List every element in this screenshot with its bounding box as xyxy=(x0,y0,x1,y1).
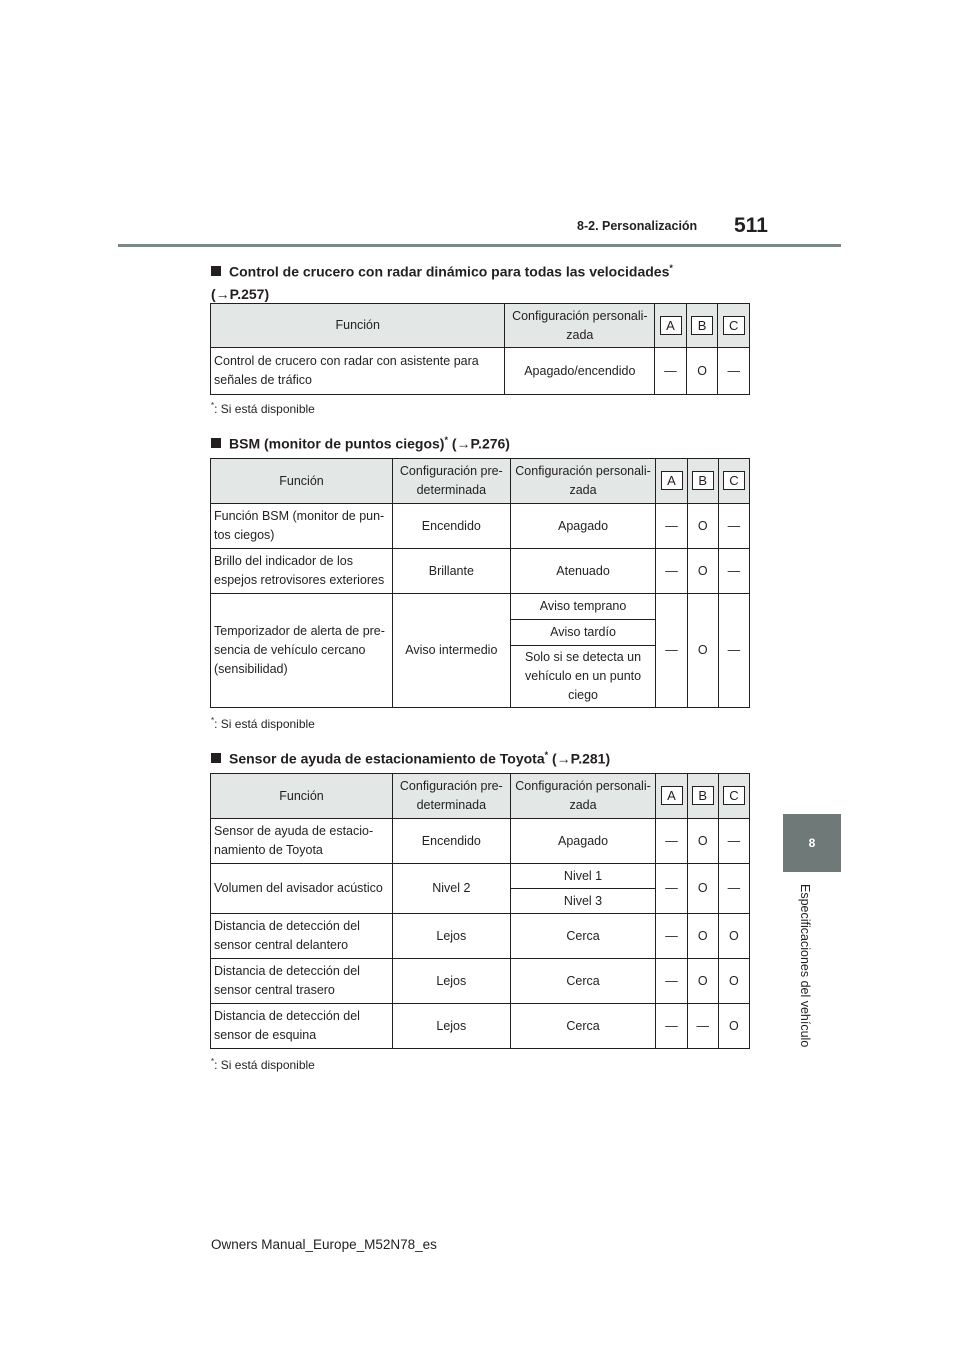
table-header-row xyxy=(211,304,750,348)
cell-funcion: Función BSM (monitor de pun-tos ciegos) xyxy=(211,504,393,549)
chapter-tab-label: Especificaciones del vehículo xyxy=(798,884,812,1048)
footnote-text: : Si está disponible xyxy=(214,1058,315,1072)
cell-personal: Apagado xyxy=(510,819,656,864)
square-bullet-icon xyxy=(211,753,221,763)
cell-personal: Atenuado xyxy=(510,549,656,594)
cell-funcion: Distancia de detección del sensor central trasero xyxy=(211,959,393,1004)
cell-pred: Nivel 2 xyxy=(393,864,511,914)
cell-c: — xyxy=(718,348,750,395)
header-funcion: Función xyxy=(211,774,393,819)
square-bullet-icon xyxy=(211,438,221,448)
footnote xyxy=(211,401,315,416)
table-row xyxy=(211,819,750,864)
footnote-marker: * xyxy=(544,750,549,760)
cell-a: — xyxy=(656,959,687,1004)
cell-a: — xyxy=(656,549,687,594)
letter-b-box: B xyxy=(692,471,714,490)
letter-a-box: A xyxy=(661,471,683,490)
table-header-row xyxy=(211,459,750,504)
cell-c: — xyxy=(718,819,749,864)
table-row xyxy=(211,504,750,549)
footnote-star: * xyxy=(211,1057,215,1066)
table-row xyxy=(211,348,750,395)
cell-a: — xyxy=(656,864,687,914)
table-acc xyxy=(210,303,750,395)
cell-pred: Brillante xyxy=(393,549,511,594)
footnote-marker: * xyxy=(444,435,448,445)
header-b xyxy=(686,304,718,348)
cell-pred: Lejos xyxy=(393,914,511,959)
letter-a-box: A xyxy=(660,316,682,335)
section-title-text: Sensor de ayuda de estacionamiento de Toyota xyxy=(229,750,545,767)
cell-c: O xyxy=(718,914,749,959)
cell-personal: Cerca xyxy=(510,1004,656,1049)
page-reference: (→P.281) xyxy=(552,750,611,767)
cell-pred: Lejos xyxy=(393,1004,511,1049)
cell-personal: Apagado/encendido xyxy=(505,348,655,395)
header-b xyxy=(687,774,718,819)
cell-funcion: Control de crucero con radar con asistente para señales de tráfico xyxy=(211,348,505,395)
cell-b: O xyxy=(687,819,718,864)
table-row xyxy=(211,959,750,1004)
table-parking xyxy=(210,773,750,1049)
cell-funcion: Brillo del indicador de los espejos retrovisores exteriores xyxy=(211,549,393,594)
cell-b: O xyxy=(687,914,718,959)
cell-a: — xyxy=(656,819,687,864)
cell-b: O xyxy=(687,594,718,708)
header-c xyxy=(718,459,749,504)
cell-pred: Encendido xyxy=(393,504,511,549)
section-title-parking xyxy=(211,744,610,770)
section-title-bsm xyxy=(211,429,510,455)
cell-c: — xyxy=(718,504,749,549)
footnote-text: : Si está disponible xyxy=(214,717,315,731)
section-header: 8-2. Personalización xyxy=(577,219,698,233)
letter-b-box: B xyxy=(691,316,713,335)
letter-c-box: C xyxy=(723,471,745,490)
cell-b: O xyxy=(686,348,718,395)
header-predeterminada: Configuración pre-determinada xyxy=(393,459,511,504)
table-row xyxy=(211,1004,750,1049)
square-bullet-icon xyxy=(211,266,221,276)
cell-option: Aviso temprano xyxy=(510,594,656,620)
header-funcion: Función xyxy=(211,459,393,504)
cell-pred: Aviso intermedio xyxy=(393,594,511,708)
page-reference: (→P.257) xyxy=(211,285,270,302)
cell-personal: Cerca xyxy=(510,959,656,1004)
footnote-text: : Si está disponible xyxy=(214,402,315,416)
letter-c-box: C xyxy=(723,316,745,335)
cell-personal: Apagado xyxy=(510,504,656,549)
page-reference: (→P.276) xyxy=(451,435,510,452)
cell-pred: Encendido xyxy=(393,819,511,864)
header-b xyxy=(687,459,718,504)
header-a xyxy=(655,304,687,348)
cell-c: — xyxy=(718,549,749,594)
cell-b: — xyxy=(687,1004,718,1049)
cell-c: — xyxy=(718,594,749,708)
table-row xyxy=(211,594,750,620)
chapter-tab-number: 8 xyxy=(808,836,816,850)
table-bsm xyxy=(210,458,750,708)
cell-option: Aviso tardío xyxy=(510,620,656,646)
cell-a: — xyxy=(655,348,687,395)
footer-text: Owners Manual_Europe_M52N78_es xyxy=(211,1237,437,1252)
cell-b: O xyxy=(687,864,718,914)
cell-funcion: Temporizador de alerta de pre-sencia de vehículo cercano (sensibilidad) xyxy=(211,594,393,708)
cell-funcion: Distancia de detección del sensor central delantero xyxy=(211,914,393,959)
letter-a-box: A xyxy=(661,786,683,805)
header-funcion: Función xyxy=(211,304,505,348)
table-row xyxy=(211,914,750,959)
page-number: 511 xyxy=(734,214,768,237)
letter-b-box: B xyxy=(692,786,714,805)
footnote xyxy=(211,1057,315,1072)
cell-c: O xyxy=(718,959,749,1004)
cell-a: — xyxy=(656,1004,687,1049)
section-title-text: BSM (monitor de puntos ciegos) xyxy=(229,435,445,452)
header-predeterminada: Configuración pre-determinada xyxy=(393,774,511,819)
section-title-acc xyxy=(211,257,711,305)
table-row xyxy=(211,864,750,889)
footnote-star: * xyxy=(211,401,215,410)
footnote-star: * xyxy=(211,716,215,725)
cell-c: — xyxy=(718,864,749,914)
cell-option: Nivel 3 xyxy=(510,889,656,914)
header-personalizada: Configuración personali-zada xyxy=(510,774,656,819)
footnote xyxy=(211,716,315,731)
cell-pred: Lejos xyxy=(393,959,511,1004)
section-title-text: Control de crucero con radar dinámico para todas las velocidades xyxy=(229,263,670,280)
header-c xyxy=(718,774,749,819)
cell-personal: Cerca xyxy=(510,914,656,959)
cell-option: Solo si se detecta un vehículo en un punto ciego xyxy=(510,646,656,708)
cell-a: — xyxy=(656,594,687,708)
letter-c-box: C xyxy=(723,786,745,805)
footnote-marker: * xyxy=(669,263,673,273)
cell-a: — xyxy=(656,914,687,959)
cell-option: Nivel 1 xyxy=(510,864,656,889)
header-rule xyxy=(118,244,841,247)
header-personalizada: Configuración personali-zada xyxy=(510,459,656,504)
cell-funcion: Volumen del avisador acústico xyxy=(211,864,393,914)
cell-funcion: Distancia de detección del sensor de esquina xyxy=(211,1004,393,1049)
chapter-tab xyxy=(783,814,841,872)
header-a xyxy=(656,459,687,504)
table-header-row xyxy=(211,774,750,819)
cell-c: O xyxy=(718,1004,749,1049)
cell-b: O xyxy=(687,549,718,594)
cell-b: O xyxy=(687,504,718,549)
table-row xyxy=(211,549,750,594)
header-c xyxy=(718,304,750,348)
cell-funcion: Sensor de ayuda de estacio-namiento de Toyota xyxy=(211,819,393,864)
cell-a: — xyxy=(656,504,687,549)
header-personalizada: Configuración personali-zada xyxy=(505,304,655,348)
cell-b: O xyxy=(687,959,718,1004)
header-a xyxy=(656,774,687,819)
